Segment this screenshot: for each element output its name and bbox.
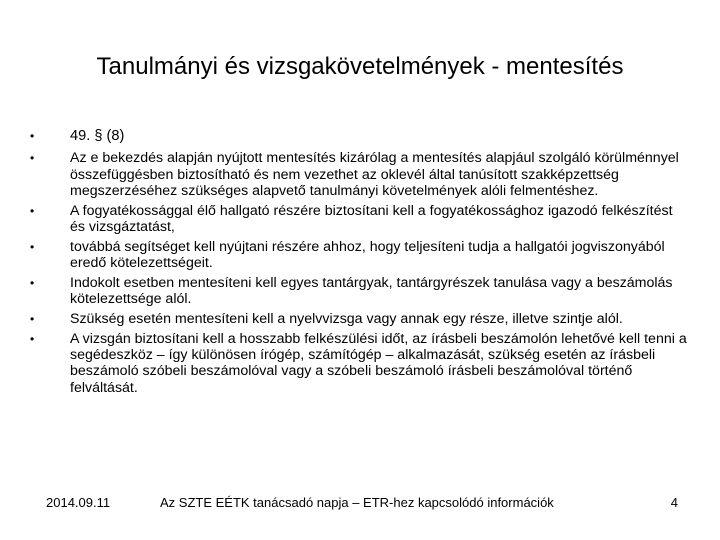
bullet-item xyxy=(30,128,690,144)
bullet-text: A vizsgán biztosítani kell a hosszabb felkészülési időt, az írásbeli beszámolón lehetővé kell tenni a segédeszköz – így különösen írógép, számítógép – alkalmazását, szükség esetén az írásbeli beszámoló szóbeli beszámolóval vagy a szóbeli beszámoló írásbeli beszámolóval történő felváltását. xyxy=(70,330,687,396)
bullet-dot-icon: • xyxy=(30,151,35,166)
page-number: 4 xyxy=(670,495,678,510)
footer-date: 2014.09.11 xyxy=(46,495,111,510)
bullet-item xyxy=(30,311,690,327)
bullet-text: A fogyatékossággal élő hallgató részére biztosítani kell a fogyatékossághoz igazodó felkészítést és vizsgáztatást, xyxy=(70,202,673,235)
bullet-dot-icon: • xyxy=(30,203,35,218)
bullet-dot-icon: • xyxy=(30,275,35,290)
bullet-item xyxy=(30,150,690,199)
bullet-text: Indokolt esetben mentesíteni kell egyes tantárgyak, tantárgyrészek tanulása vagy a beszámolás kötelezettsége alól. xyxy=(70,274,673,308)
bullet-text: Az e bekezdés alapján nyújtott mentesítés kizárólag a mentesítés alapjául szolgáló körülménnyel összefüggésben biztosítható és nem vezethet az oklevél által tanúsított szakképzettség megszerzéséhez szükséges alapvető tanulmányi követelmények alóli felmentéshez. xyxy=(70,150,679,199)
bullet-item xyxy=(30,239,690,272)
bullet-dot-icon: • xyxy=(30,239,35,254)
slide-title: Tanulmányi és vizsgakövetelmények - mentesítés xyxy=(96,53,624,80)
bullet-dot-icon: • xyxy=(30,331,35,346)
bullet-item xyxy=(30,275,690,308)
bullet-dot-icon: • xyxy=(30,129,35,143)
footer-caption: Az SZTE EÉTK tanácsadó napja – ETR-hez kapcsolódó információk xyxy=(160,495,554,510)
bullet-text: továbbá segítséget kell nyújtani részére ahhoz, hogy teljesíteni tudja a hallgatói jogviszonyából eredő kötelezettségeit. xyxy=(70,238,665,272)
bullet-item xyxy=(30,331,690,396)
bullet-text: 49. § (8) xyxy=(70,128,125,144)
bullet-item xyxy=(30,203,690,236)
bullet-text: Szükség esetén mentesíteni kell a nyelvvizsga vagy annak egy része, illetve szintje alól. xyxy=(70,310,623,327)
bullet-list xyxy=(30,128,690,399)
bullet-dot-icon: • xyxy=(30,311,35,326)
